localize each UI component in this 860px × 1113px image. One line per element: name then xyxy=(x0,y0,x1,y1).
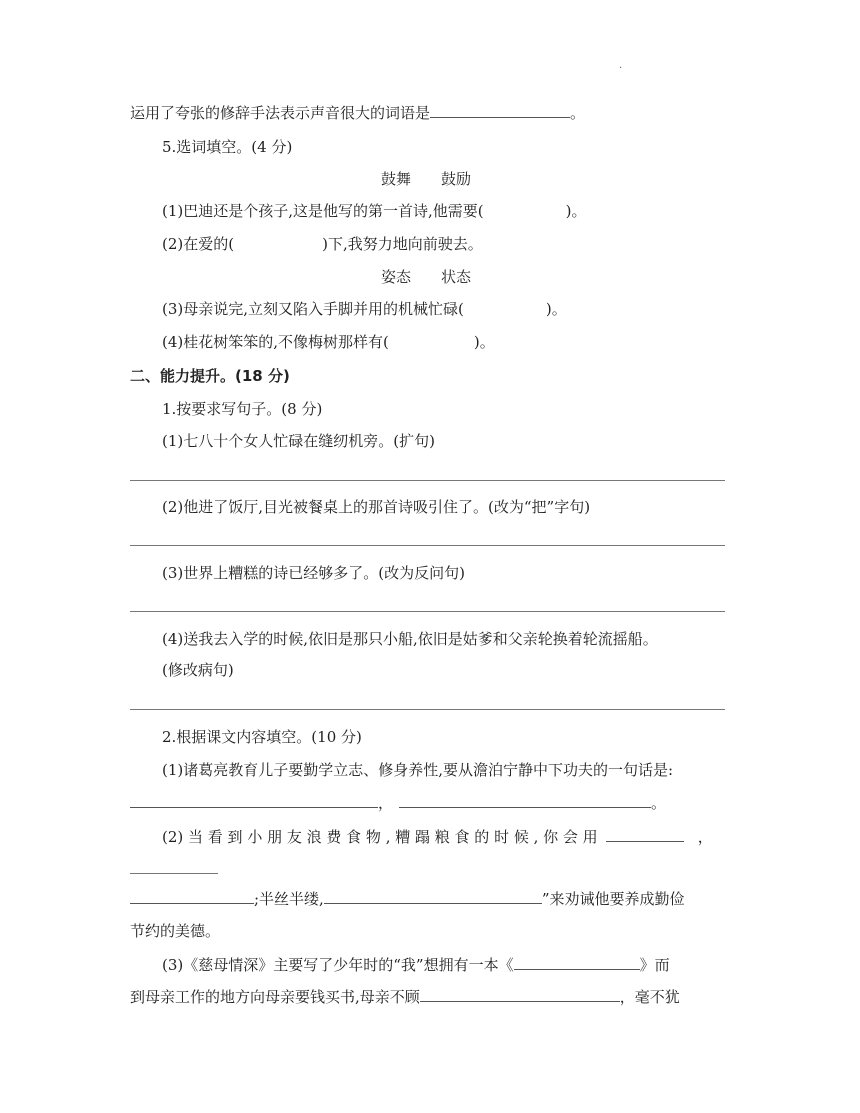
answer-line[interactable] xyxy=(130,873,218,874)
p2-item-2-continued xyxy=(130,889,685,909)
p1-title: 1.按要求写句子。(8 分) xyxy=(162,400,323,418)
p1-item-1: (1)七八十个女人忙碌在缝纫机旁。(扩句) xyxy=(162,432,435,450)
hyperbole-question-text: 运用了夸张的修辞手法表示声音很大的词语是 xyxy=(130,104,431,122)
q5-item-1-end: )。 xyxy=(565,202,587,220)
p2-item-2 xyxy=(162,827,713,847)
answer-line[interactable] xyxy=(130,480,725,481)
answer-blank[interactable] xyxy=(430,103,570,118)
p2-item-3-end-2: ，毫不犹 xyxy=(619,988,680,1006)
p2-item-3-end: 》而 xyxy=(639,956,670,974)
p1-item-4-note: (修改病句) xyxy=(162,661,234,679)
p2-item-3-text: (3)《慈母情深》主要写了少年时的“我”想拥有一本《 xyxy=(162,956,514,974)
p2-item-3-text-2: 到母亲工作的地方向母亲要钱买书,母亲不顾 xyxy=(130,988,420,1006)
answer-blank[interactable] xyxy=(324,889,542,904)
q5-item-4 xyxy=(162,332,495,352)
line-hyperbole-question xyxy=(130,103,585,123)
q5-item-1-text: (1)巴迪还是个孩子,这是他写的第一首诗,他需要( xyxy=(162,202,484,220)
p2-item-2-mid: ;半丝半缕, xyxy=(254,890,324,908)
p1-item-2: (2)他进了饭厅,目光被餐桌上的那首诗吸引住了。(改为“把”字句) xyxy=(162,498,591,516)
answer-blank[interactable] xyxy=(130,793,378,808)
q5-item-1 xyxy=(162,201,587,221)
answer-blank[interactable] xyxy=(514,955,640,970)
p2-item-1-answers xyxy=(130,793,666,813)
p2-item-3 xyxy=(162,955,670,975)
p2-item-2-end: ”来劝诫他要养成勤俭 xyxy=(541,890,685,908)
q5-item-3-end: )。 xyxy=(545,300,567,318)
answer-line[interactable] xyxy=(130,545,725,546)
word-choices-1: 鼓舞 鼓励 xyxy=(381,170,472,188)
p2-item-3-continued xyxy=(130,987,680,1007)
p2-item-1: (1)诸葛亮教育儿子要勤学立志、修身养性,要从澹泊宁静中下功夫的一句话是: xyxy=(162,761,674,779)
answer-blank[interactable] xyxy=(420,987,620,1002)
p1-item-3: (3)世界上糟糕的诗已经够多了。(改为反问句) xyxy=(162,564,465,582)
answer-blank[interactable] xyxy=(399,793,651,808)
q5-item-2-text: (2)在爱的( xyxy=(162,235,235,253)
comma: ， xyxy=(378,794,394,812)
scan-dot: . xyxy=(619,60,623,71)
answer-line[interactable] xyxy=(130,611,725,612)
answer-line[interactable] xyxy=(130,709,725,710)
hyperbole-question-end: 。 xyxy=(570,104,586,122)
word-choices-2: 姿态 状态 xyxy=(381,268,472,286)
q5-item-4-text: (4)桂花树笨笨的,不像梅树那样有( xyxy=(162,333,389,351)
answer-blank[interactable] xyxy=(606,827,684,842)
q5-item-4-end: )。 xyxy=(473,333,495,351)
p2-item-2-tail: 节约的美德。 xyxy=(130,922,221,940)
answer-blank[interactable] xyxy=(130,889,254,904)
p2-title: 2.根据课文内容填空。(10 分) xyxy=(162,728,362,746)
period: 。 xyxy=(651,794,667,812)
q5-item-2-end: )下,我努力地向前驶去。 xyxy=(322,235,483,253)
q5-item-2 xyxy=(162,234,483,254)
p1-item-4: (4)送我去入学的时候,依旧是那只小船,依旧是姑爹和父亲轮换着轮流摇船。 xyxy=(162,630,658,648)
p2-item-2-text: (2) 当 看 到 小 朋 友 浪 费 食 物 , 糟 蹋 粮 食 的 时 候 , 你 会 用 xyxy=(162,828,598,846)
section-2-heading: 二、能力提升。(18 分) xyxy=(130,367,290,385)
q5-item-3 xyxy=(162,299,567,319)
q5-item-3-text: (3)母亲说完,立刻又陷入手脚并用的机械忙碌( xyxy=(162,300,464,318)
p2-item-2-comma: ， xyxy=(697,828,713,846)
q5-title: 5.选词填空。(4 分) xyxy=(162,138,293,156)
